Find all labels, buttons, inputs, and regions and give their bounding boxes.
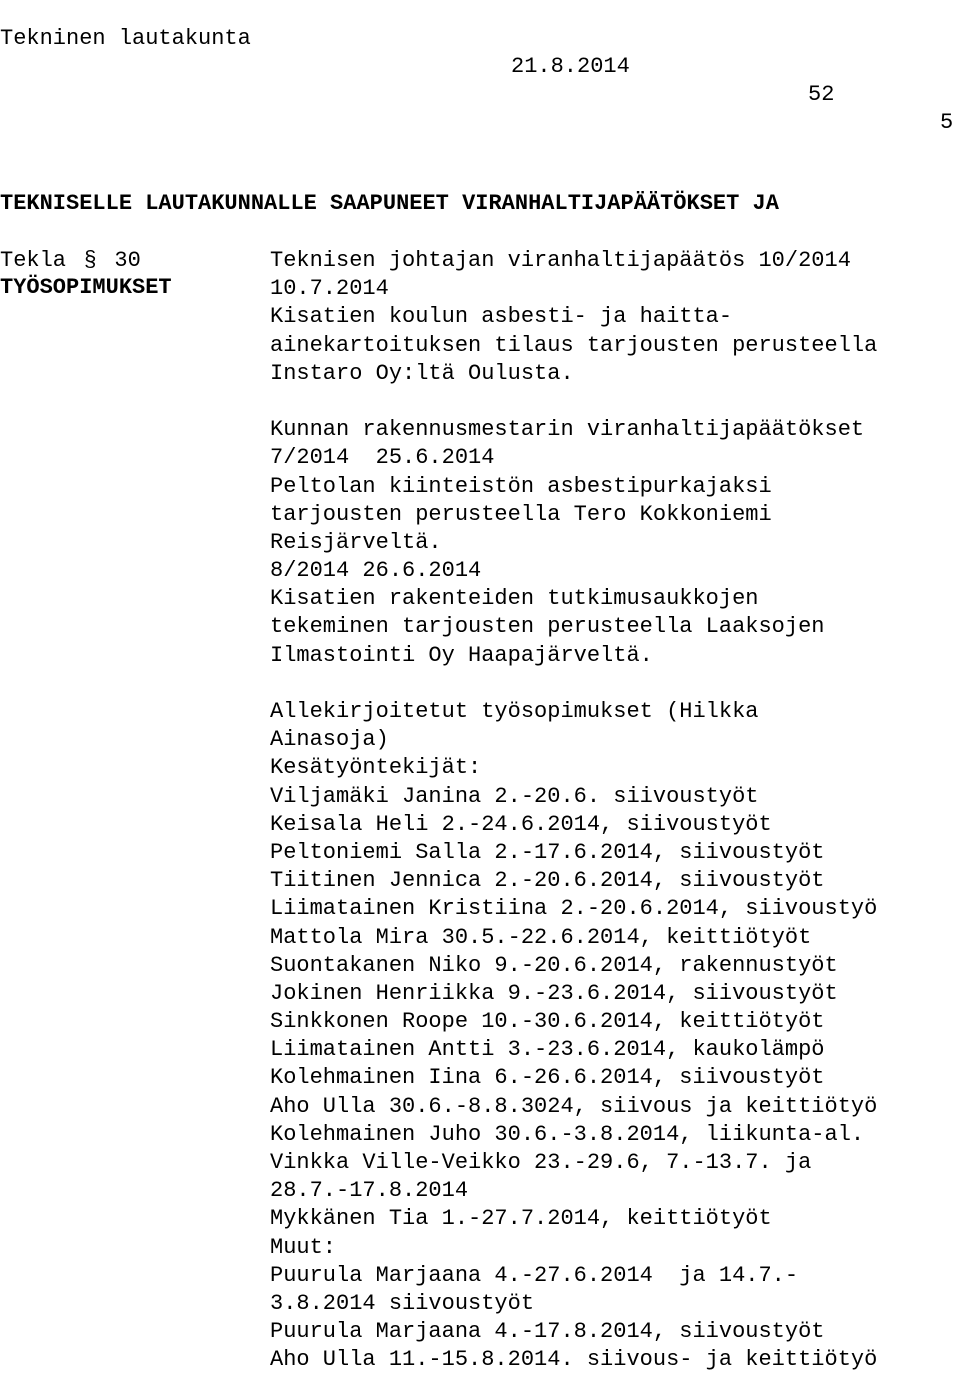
text-line: Viljamäki Janina 2.-20.6. siivoustyöt bbox=[270, 783, 759, 809]
reference-number: 30 bbox=[114, 248, 141, 273]
text-line: Mattola Mira 30.5.-22.6.2014, keittiötyöt bbox=[270, 924, 812, 950]
rakennusmestari-section bbox=[270, 416, 960, 670]
text-line: Reisjärveltä. bbox=[270, 529, 442, 555]
text-line: Allekirjoitetut työsopimukset (Hilkka bbox=[270, 699, 759, 724]
text-line: Peltoniemi Salla 2.-17.6.2014, siivoustyöt bbox=[270, 839, 825, 865]
text-line: 28.7.-17.8.2014 bbox=[270, 1178, 469, 1204]
text-line: Liimatainen Antti 3.-23.6.2014, kaukolämpö bbox=[270, 1037, 825, 1063]
text-line: Liimatainen Kristiina 2.-20.6.2014, siivoustyö bbox=[270, 896, 878, 922]
sopimukset-section bbox=[270, 698, 960, 1375]
spacer bbox=[270, 388, 960, 416]
reference-prefix: Tekla bbox=[0, 248, 67, 273]
page-header bbox=[0, 0, 954, 137]
text-line: Kunnan rakennusmestarin viranhaltijapäätökset bbox=[270, 417, 865, 443]
text-line: tarjousten perusteella Tero Kokkoniemi bbox=[270, 501, 772, 527]
text-line: Kesätyöntekijät: bbox=[270, 755, 482, 781]
title-line-2: TYÖSOPIMUKSET bbox=[0, 275, 172, 300]
text-line: Kisatien rakenteiden tutkimusaukkojen bbox=[270, 586, 759, 612]
section-sign: § bbox=[83, 248, 97, 273]
spacer bbox=[270, 670, 960, 698]
text-line: Sinkkonen Roope 10.-30.6.2014, keittiötyöt bbox=[270, 1009, 825, 1035]
text-line: Vinkka Ville-Veikko 23.-29.6, 7.-13.7. ja bbox=[270, 1150, 812, 1175]
decision-body bbox=[270, 247, 960, 1375]
text-line: Instaro Oy:ltä Oulusta. bbox=[270, 360, 574, 386]
text-line: Aho Ulla 30.6.-8.8.3024, siivous ja keittiötyö bbox=[270, 1093, 878, 1119]
text-line: Kolehmainen Juho 30.6.-3.8.2014, liikunta-al. bbox=[270, 1121, 865, 1147]
page-number: 5 bbox=[940, 110, 954, 135]
text-line: 7/2014 25.6.2014 bbox=[270, 445, 495, 471]
text-line: Teknisen johtajan viranhaltijapäätös 10/2014 bbox=[270, 248, 851, 273]
text-line: 8/2014 26.6.2014 bbox=[270, 558, 482, 584]
text-line: Muut: bbox=[270, 1234, 337, 1260]
text-line: 3.8.2014 siivoustyöt bbox=[270, 1290, 535, 1316]
text-line: Ilmastointi Oy Haapajärveltä. bbox=[270, 642, 653, 668]
text-line: Tiitinen Jennica 2.-20.6.2014, siivoustyöt bbox=[270, 868, 825, 894]
text-line: Peltolan kiinteistön asbestipurkajaksi bbox=[270, 473, 772, 499]
text-line: Keisala Heli 2.-24.6.2014, siivoustyöt bbox=[270, 811, 772, 837]
text-line: Ainasoja) bbox=[270, 727, 389, 753]
section-number: 52 bbox=[808, 82, 835, 107]
reference-label bbox=[0, 247, 141, 275]
text-line: tekeminen tarjousten perusteella Laaksojen bbox=[270, 614, 825, 640]
text-line: ainekartoituksen tilaus tarjousten perusteella bbox=[270, 332, 878, 358]
meeting-date: 21.8.2014 bbox=[511, 54, 630, 79]
text-line: Kolehmainen Iina 6.-26.6.2014, siivoustyöt bbox=[270, 1065, 825, 1091]
board-name: Tekninen lautakunta bbox=[0, 26, 251, 51]
text-line: Mykkänen Tia 1.-27.7.2014, keittiötyöt bbox=[270, 1206, 772, 1232]
johtaja-section bbox=[270, 247, 960, 388]
text-line: Puurula Marjaana 4.-17.8.2014, siivoustyöt bbox=[270, 1319, 825, 1345]
title-line-1: TEKNISELLE LAUTAKUNNALLE SAAPUNEET VIRANHALTIJAPÄÄTÖKSET JA bbox=[0, 191, 779, 216]
text-line: Kisatien koulun asbesti- ja haitta- bbox=[270, 304, 733, 330]
text-line: Puurula Marjaana 4.-27.6.2014 ja 14.7.- bbox=[270, 1262, 799, 1288]
text-line: Suontakanen Niko 9.-20.6.2014, rakennustyöt bbox=[270, 952, 838, 978]
text-line: 10.7.2014 bbox=[270, 276, 389, 302]
text-line: Jokinen Henriikka 9.-23.6.2014, siivoustyöt bbox=[270, 980, 838, 1006]
text-line: Aho Ulla 11.-15.8.2014. siivous- ja keittiötyö bbox=[270, 1347, 878, 1373]
